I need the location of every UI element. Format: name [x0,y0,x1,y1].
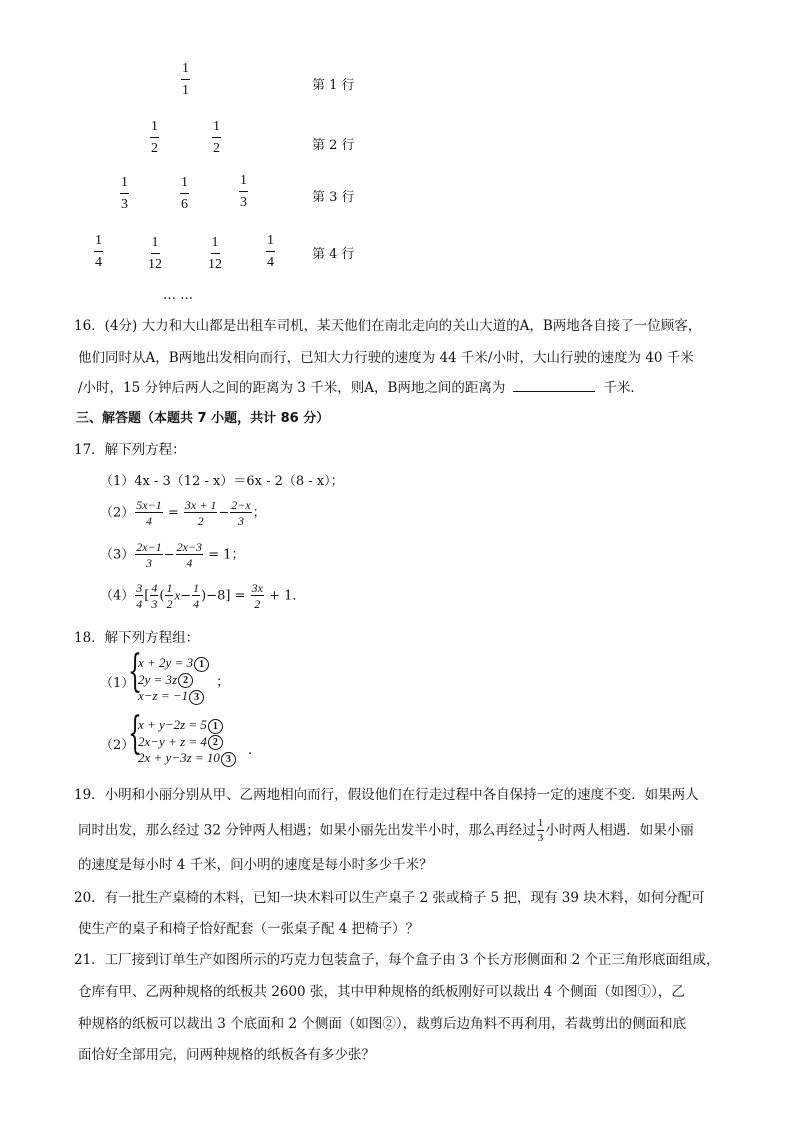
q16-line: /小时，15 分钟后两人之间的距离为 3 千米，则A，B两地之间的距离为 千米． [78,380,644,396]
q17-part-3: （3） $\frac{2x-1}{3}$ − $\frac{2x-3}{4}$ = 1； [100,540,245,570]
fraction: $\frac{1}{4}$ [267,233,274,270]
section-heading: 三、解答题（本题共 7 小题，共计 86 分） [76,411,330,426]
q17-part-4: （4） $\frac{3}{4}$ [ $\frac{4}{3}$ ( $\frac{1}{2}$ x− $\frac{1}{4}$ )−8] = $\frac{3x}{2}$ + 1． [100,581,306,611]
fraction: $\frac{1}{6}$ [181,175,188,212]
ellipsis: … … [163,288,194,303]
q18-part-1-label: （1） [100,676,135,691]
q20-line: 使生产的桌子和椅子恰好配套（一张桌子配 4 把椅子）？ [78,921,420,937]
q21-line: 仓库有甲、乙两种规格的纸板共 2600 张，其中甲种规格的纸板刚好可以裁出 4 个侧面（如图①），乙 [78,984,685,1000]
fraction: $\frac{1}{2}$ [213,119,220,156]
equation-system-1: x + 2y = 3 1 2y = 3z 2 x−z = −1 3 [138,655,209,705]
q17-title: 17．解下列方程： [74,442,186,458]
q19-line: 同时出发，那么经过 32 分钟两人相遇；如果小丽先出发半小时，那么再经过 $\frac{1}{3}$ 小时两人相遇．如果小丽 [78,817,694,844]
q17-part-1: （1）4x - 3（12 - x）＝6x - 2（8 - x）； [100,474,344,489]
q19-line: 的速度是每小时 4 千米，问小明的速度是每小时多少千米？ [78,857,433,873]
q21-line: 面恰好全部用完，问两种规格的纸板各有多少张？ [78,1047,375,1063]
q21-line: 21．工厂接到订单生产如图所示的巧克力包装盒子，每个盒子由 3 个长方形侧面和 2 个正三角形底面组成， [74,952,720,968]
brace-icon: { [128,708,142,759]
fraction: $\frac{1}{2}$ [151,119,158,156]
q17-part-2: （2） $\frac{5x-1}{4}$ = $\frac{3x + 1}{2}$ − $\frac{2-x}{3}$ ； [100,498,266,528]
equation-system-2: x + y−2z = 5 1 2x−y + z = 4 2 2x + y−3z = 10 3 [138,717,236,767]
row-label: 第 3 行 [312,190,355,205]
brace-icon: { [128,646,142,697]
q18-title: 18．解下列方程组： [74,630,200,646]
q19-line: 19．小明和小丽分别从甲、乙两地相向而行，假设他们在行走过程中各自保持一定的速度不变．如果两人 [74,787,699,803]
q21-line: 种规格的纸板可以裁出 3 个底面和 2 个侧面（如图②），裁剪后边角料不再利用，若裁剪出的侧面和底 [78,1016,687,1032]
fraction: $\frac{1}{3}$ [240,173,247,210]
fraction: $\frac{1}{12}$ [148,235,162,272]
row-label: 第 1 行 [312,78,355,93]
q16-line: 他们同时从A，B两地出发相向而行，已知大力行驶的速度为 44 千米/小时，大山行驶的速度为 40 千米 [78,350,694,366]
fraction: $\frac{1}{4}$ [95,233,102,270]
fraction: $\frac{1}{12}$ [208,235,222,272]
fraction: $\frac{1}{1}$ [182,61,189,98]
q20-line: 20．有一批生产桌椅的木料，已知一块木料可以生产桌子 2 张或椅子 5 把，现有 39 块木料，如何分配可 [74,890,705,906]
q16-line: 16．(4分) 大力和大山都是出租车司机，某天他们在南北走向的关山大道的A，B两地各自接了一位顾客， [74,318,702,334]
answer-blank[interactable] [513,379,595,392]
row-label: 第 2 行 [312,138,355,153]
fraction: $\frac{1}{3}$ [121,175,128,212]
row-label: 第 4 行 [312,247,355,262]
q18-part-2-label: （2） [100,738,135,753]
